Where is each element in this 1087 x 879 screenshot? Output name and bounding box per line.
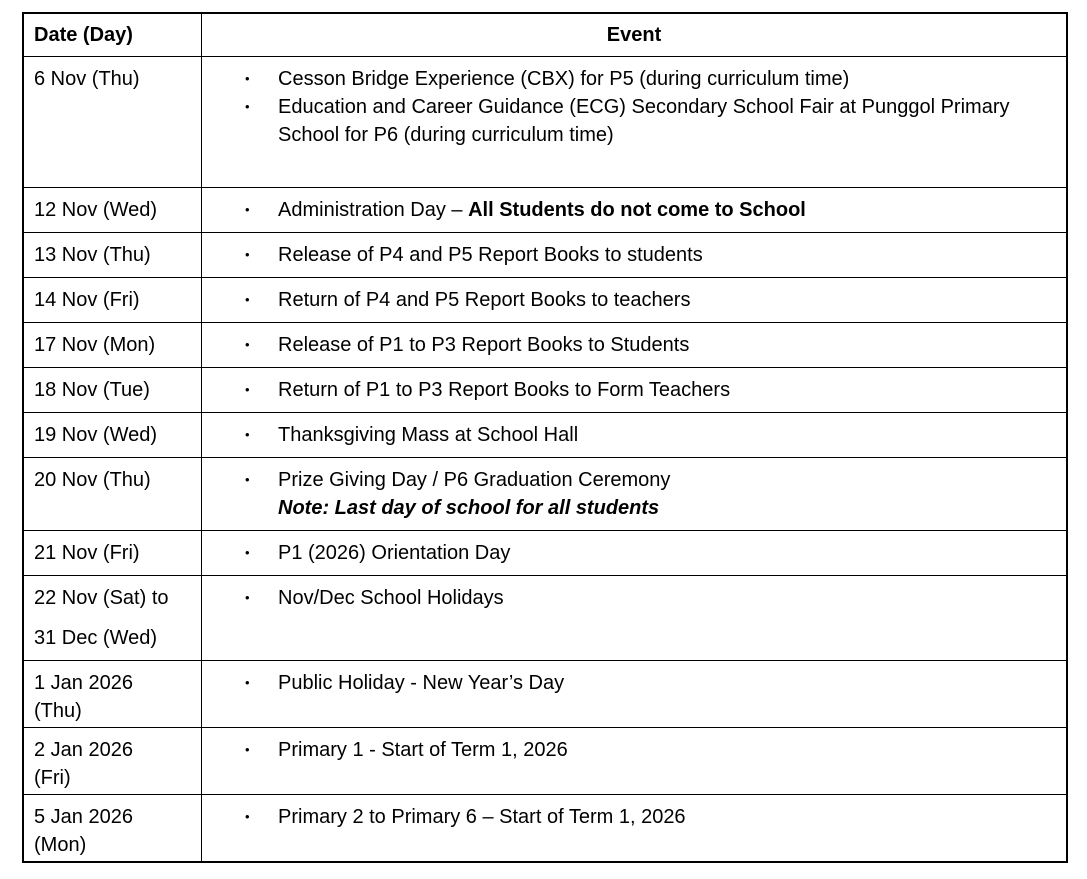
event-cell	[202, 57, 1068, 188]
date-text: 21 Nov (Fri)	[34, 542, 140, 564]
event-bullet-content	[278, 196, 1054, 224]
event-bullet-content	[278, 466, 1054, 522]
event-bullet-content	[278, 286, 1054, 314]
event-text	[278, 376, 1054, 404]
date-text: 20 Nov (Thu)	[34, 469, 151, 491]
school-calendar-table	[22, 12, 1068, 863]
bullet-icon: •	[245, 809, 250, 824]
date-cell	[23, 458, 202, 531]
event-text	[278, 241, 1054, 269]
event-bullet-content	[278, 241, 1054, 269]
event-bullet-content	[278, 93, 1054, 149]
event-text	[278, 331, 1054, 359]
table-row	[23, 278, 1067, 323]
event-text-segment: Return of P1 to P3 Report Books to Form Teachers	[278, 379, 731, 401]
bullet-icon: •	[245, 472, 250, 487]
event-text	[278, 736, 1054, 764]
bullet-icon: •	[245, 427, 250, 442]
header-cell-event: Event	[202, 13, 1068, 57]
bullet-icon: •	[245, 590, 250, 605]
date-cell	[23, 368, 202, 413]
event-cell	[202, 661, 1068, 728]
event-text-segment: Administration Day –	[278, 199, 469, 221]
table-row	[23, 233, 1067, 278]
event-text-segment: Education and Career Guidance (ECG) Secondary School Fair at Punggol Primary School for P6 (during curriculum time)	[278, 96, 1010, 146]
event-bullet-item	[202, 196, 1054, 224]
table-row	[23, 323, 1067, 368]
event-bullet-item	[202, 93, 1054, 149]
date-text: 1 Jan 2026	[34, 672, 133, 694]
table-row	[23, 795, 1067, 863]
bullet-icon: •	[245, 202, 250, 217]
event-text	[278, 584, 1054, 612]
table-row	[23, 728, 1067, 795]
event-bullet-content	[278, 331, 1054, 359]
event-text-segment: All Students do not come to School	[468, 199, 806, 221]
event-text	[278, 803, 1054, 831]
date-cell	[23, 323, 202, 368]
date-cell	[23, 531, 202, 576]
event-text-segment: Primary 2 to Primary 6 – Start of Term 1, 2026	[278, 806, 686, 828]
bullet-icon: •	[245, 742, 250, 757]
event-bullet-item	[202, 376, 1054, 404]
event-text-segment: Return of P4 and P5 Report Books to teachers	[278, 289, 691, 311]
date-cell	[23, 188, 202, 233]
table-body	[23, 57, 1067, 863]
event-bullet-item	[202, 584, 1054, 612]
event-cell	[202, 233, 1068, 278]
table-row	[23, 661, 1067, 728]
event-bullet-item	[202, 803, 1054, 831]
event-text-segment: Prize Giving Day / P6 Graduation Ceremony	[278, 469, 671, 491]
event-cell	[202, 728, 1068, 795]
event-text-segment: Thanksgiving Mass at School Hall	[278, 424, 579, 446]
date-text: 22 Nov (Sat) to	[34, 587, 169, 609]
table-row	[23, 531, 1067, 576]
bullet-icon: •	[245, 292, 250, 307]
event-bullet-item	[202, 241, 1054, 269]
event-text-segment: Nov/Dec School Holidays	[278, 587, 504, 609]
table-row	[23, 458, 1067, 531]
event-text-segment: Release of P4 and P5 Report Books to students	[278, 244, 703, 266]
event-text-segment: Primary 1 - Start of Term 1, 2026	[278, 739, 568, 761]
event-cell	[202, 458, 1068, 531]
date-text: 2 Jan 2026	[34, 739, 133, 761]
table-row	[23, 188, 1067, 233]
table-row	[23, 368, 1067, 413]
event-cell	[202, 368, 1068, 413]
event-bullet-item	[202, 466, 1054, 522]
event-bullet-item	[202, 736, 1054, 764]
event-bullet-content	[278, 669, 1054, 697]
bullet-icon: •	[245, 99, 250, 114]
date-cell	[23, 233, 202, 278]
header-row	[23, 13, 1067, 57]
date-text: (Thu)	[34, 700, 82, 722]
event-text-segment: P1 (2026) Orientation Day	[278, 542, 511, 564]
date-text: (Mon)	[34, 834, 87, 856]
table-header	[23, 13, 1067, 57]
date-text: 12 Nov (Wed)	[34, 199, 158, 221]
date-cell	[23, 728, 202, 795]
event-cell	[202, 413, 1068, 458]
event-text	[278, 466, 1054, 494]
event-cell	[202, 795, 1068, 863]
event-bullet-content	[278, 736, 1054, 764]
event-bullet-content	[278, 539, 1054, 567]
event-cell	[202, 323, 1068, 368]
event-bullet-item	[202, 331, 1054, 359]
event-text	[278, 421, 1054, 449]
date-text: 13 Nov (Thu)	[34, 244, 151, 266]
bullet-icon: •	[245, 337, 250, 352]
date-cell	[23, 57, 202, 188]
date-text: 17 Nov (Mon)	[34, 334, 156, 356]
event-text	[278, 196, 1054, 224]
event-cell	[202, 188, 1068, 233]
event-bullet-item	[202, 286, 1054, 314]
bullet-icon: •	[245, 545, 250, 560]
event-bullet-content	[278, 803, 1054, 831]
event-bullet-item	[202, 421, 1054, 449]
event-bullet-item	[202, 65, 1054, 93]
date-text: 6 Nov (Thu)	[34, 68, 140, 90]
event-text-segment: Cesson Bridge Experience (CBX) for P5 (during curriculum time)	[278, 68, 850, 90]
table-row	[23, 57, 1067, 188]
date-cell	[23, 413, 202, 458]
event-bullet-content	[278, 376, 1054, 404]
table-row	[23, 576, 1067, 661]
date-text: 19 Nov (Wed)	[34, 424, 158, 446]
date-text: (Fri)	[34, 767, 71, 789]
event-cell	[202, 531, 1068, 576]
event-text	[278, 93, 1054, 149]
date-cell	[23, 661, 202, 728]
event-text-segment: Note: Last day of school for all students	[278, 497, 660, 519]
date-text: 14 Nov (Fri)	[34, 289, 140, 311]
header-cell-date: Date (Day)	[23, 13, 202, 57]
event-text	[278, 669, 1054, 697]
event-text-segment: Public Holiday - New Year’s Day	[278, 672, 565, 694]
date-text: 31 Dec (Wed)	[34, 627, 158, 649]
table-row	[23, 413, 1067, 458]
bullet-icon: •	[245, 247, 250, 262]
event-bullet-item	[202, 539, 1054, 567]
date-text: 5 Jan 2026	[34, 806, 133, 828]
bullet-icon: •	[245, 675, 250, 690]
date-text: 18 Nov (Tue)	[34, 379, 150, 401]
event-bullet-content	[278, 584, 1054, 612]
bullet-icon: •	[245, 382, 250, 397]
event-cell	[202, 278, 1068, 323]
event-text-segment: Release of P1 to P3 Report Books to Students	[278, 334, 690, 356]
event-cell	[202, 576, 1068, 661]
bullet-icon: •	[245, 71, 250, 86]
event-bullet-item	[202, 669, 1054, 697]
date-cell	[23, 576, 202, 661]
date-cell	[23, 795, 202, 863]
date-cell	[23, 278, 202, 323]
event-bullet-content	[278, 421, 1054, 449]
event-text	[278, 539, 1054, 567]
event-bullet-content	[278, 65, 1054, 93]
event-text	[278, 65, 1054, 93]
event-text	[278, 494, 1054, 522]
event-text	[278, 286, 1054, 314]
